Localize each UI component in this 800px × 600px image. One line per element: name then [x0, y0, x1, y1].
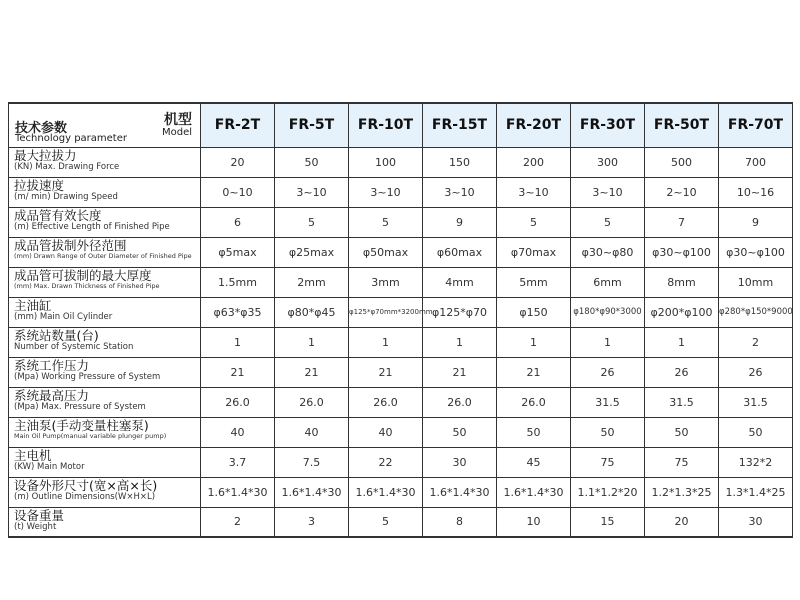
value-cell: 26.0 — [497, 387, 571, 417]
value-cell: φ70max — [497, 237, 571, 267]
model-header: FR-50T — [645, 103, 719, 147]
value-cell: 21 — [201, 357, 275, 387]
row-label-en: (m) Effective Length of Finished Pipe — [14, 222, 170, 233]
value-cell: 3~10 — [497, 177, 571, 207]
value-cell: 9 — [719, 207, 793, 237]
parameter-title: 技术参数 — [15, 121, 68, 136]
row-label-en: (KN) Max. Drawing Force — [14, 162, 120, 173]
row-label — [9, 267, 201, 297]
value-cell: 45 — [497, 447, 571, 477]
value-cell: 10 — [497, 507, 571, 537]
value-cell: 1.1*1.2*20 — [571, 477, 645, 507]
value-cell: φ30~φ100 — [719, 237, 793, 267]
table-row — [9, 237, 793, 267]
row-label-zh: 主电机 — [14, 447, 52, 463]
value-cell: 5mm — [497, 267, 571, 297]
row-label-en: (Mpa) Working Pressure of System — [14, 372, 161, 383]
value-cell: 132*2 — [719, 447, 793, 477]
value-cell: 3 — [275, 507, 349, 537]
value-cell: 500 — [645, 147, 719, 177]
model-header: FR-20T — [497, 103, 571, 147]
value-cell: 1 — [571, 327, 645, 357]
row-label-en: Main Oil Pump(manual variable plunger pump) — [14, 432, 167, 441]
value-cell: 1.6*1.4*30 — [275, 477, 349, 507]
value-cell: 30 — [719, 507, 793, 537]
row-label — [9, 507, 201, 537]
model-header: FR-10T — [349, 103, 423, 147]
value-cell: φ125*φ70 — [423, 297, 497, 327]
row-label-zh: 成品管有效长度 — [14, 207, 102, 223]
row-label — [9, 147, 201, 177]
value-cell: 1 — [423, 327, 497, 357]
row-label-en: (Mpa) Max. Pressure of System — [14, 402, 146, 413]
row-label-en: (mm) Main Oil Cylinder — [14, 312, 113, 323]
value-cell: 5 — [497, 207, 571, 237]
value-cell: 7 — [645, 207, 719, 237]
table-row — [9, 147, 793, 177]
value-cell: φ25max — [275, 237, 349, 267]
value-cell: 3~10 — [423, 177, 497, 207]
value-cell: 21 — [349, 357, 423, 387]
value-cell: 26.0 — [349, 387, 423, 417]
row-label — [9, 297, 201, 327]
value-cell: 0~10 — [201, 177, 275, 207]
value-cell: 31.5 — [571, 387, 645, 417]
value-cell: 2 — [719, 327, 793, 357]
value-cell: 50 — [423, 417, 497, 447]
value-cell: 26 — [645, 357, 719, 387]
value-cell: 6mm — [571, 267, 645, 297]
row-label-en: Number of Systemic Station — [14, 342, 134, 353]
model-header: FR-15T — [423, 103, 497, 147]
value-cell: 50 — [275, 147, 349, 177]
value-cell: 50 — [645, 417, 719, 447]
value-cell: 1.3*1.4*25 — [719, 477, 793, 507]
value-cell: φ80*φ45 — [275, 297, 349, 327]
value-cell: 700 — [719, 147, 793, 177]
row-label — [9, 177, 201, 207]
value-cell: φ60max — [423, 237, 497, 267]
value-cell: φ280*φ150*9000 — [719, 297, 793, 327]
value-cell: 1.6*1.4*30 — [423, 477, 497, 507]
value-cell: 4mm — [423, 267, 497, 297]
model-header: FR-2T — [201, 103, 275, 147]
value-cell: 21 — [423, 357, 497, 387]
value-cell: 1 — [645, 327, 719, 357]
row-label — [9, 207, 201, 237]
value-cell: 40 — [275, 417, 349, 447]
row-label — [9, 327, 201, 357]
value-cell: 1.6*1.4*30 — [497, 477, 571, 507]
value-cell: 6 — [201, 207, 275, 237]
row-label-en: (mm) Max. Drawn Thickness of Finished Pipe — [14, 282, 160, 291]
spec-table — [8, 102, 793, 538]
value-cell: 26 — [719, 357, 793, 387]
value-cell: 150 — [423, 147, 497, 177]
header-row — [9, 103, 793, 147]
value-cell: φ200*φ100 — [645, 297, 719, 327]
table-row — [9, 267, 793, 297]
row-label-en: (m/ min) Drawing Speed — [14, 192, 118, 203]
row-label-zh: 拉拔速度 — [14, 177, 65, 193]
row-label-zh: 成品管拔制外径范围 — [14, 237, 127, 253]
table-row — [9, 447, 793, 477]
row-label-en: (KW) Main Motor — [14, 462, 85, 473]
value-cell: 22 — [349, 447, 423, 477]
value-cell: 50 — [719, 417, 793, 447]
value-cell: 3~10 — [275, 177, 349, 207]
value-cell: 21 — [497, 357, 571, 387]
table-row — [9, 507, 793, 537]
table-row — [9, 357, 793, 387]
value-cell: 26.0 — [275, 387, 349, 417]
row-label-zh: 设备外形尺寸(宽×高×长) — [14, 477, 158, 493]
value-cell: 75 — [571, 447, 645, 477]
row-label-en: (m) Outline Dimensions(W×H×L) — [14, 492, 156, 503]
value-cell: 100 — [349, 147, 423, 177]
value-cell: 20 — [201, 147, 275, 177]
row-label-zh: 最大拉拔力 — [14, 147, 77, 163]
value-cell: 30 — [423, 447, 497, 477]
parameter-title-en: Technology parameter — [15, 133, 127, 144]
value-cell: 26.0 — [201, 387, 275, 417]
table-row — [9, 417, 793, 447]
value-cell: 75 — [645, 447, 719, 477]
value-cell: 5 — [275, 207, 349, 237]
value-cell: 200 — [497, 147, 571, 177]
row-label-zh: 系统站数量(台) — [14, 327, 99, 343]
row-label — [9, 357, 201, 387]
value-cell: 2~10 — [645, 177, 719, 207]
model-header: FR-30T — [571, 103, 645, 147]
model-header: FR-5T — [275, 103, 349, 147]
value-cell: 1.2*1.3*25 — [645, 477, 719, 507]
row-label-en: (t) Weight — [14, 522, 57, 533]
value-cell: 7.5 — [275, 447, 349, 477]
value-cell: 3~10 — [349, 177, 423, 207]
table-row — [9, 177, 793, 207]
value-cell: φ150 — [497, 297, 571, 327]
value-cell: φ63*φ35 — [201, 297, 275, 327]
row-label — [9, 447, 201, 477]
value-cell: 1.6*1.4*30 — [349, 477, 423, 507]
value-cell: 3~10 — [571, 177, 645, 207]
value-cell: 5 — [571, 207, 645, 237]
row-label-en: (mm) Drawn Range of Outer Diameter of Finished Pipe — [14, 252, 192, 261]
model-header: FR-70T — [719, 103, 793, 147]
row-label-zh: 成品管可拔制的最大厚度 — [14, 267, 152, 283]
value-cell: 8mm — [645, 267, 719, 297]
value-cell: φ30~φ100 — [645, 237, 719, 267]
value-cell: 50 — [497, 417, 571, 447]
value-cell: 26.0 — [423, 387, 497, 417]
table-row — [9, 327, 793, 357]
value-cell: 26 — [571, 357, 645, 387]
table-row — [9, 387, 793, 417]
value-cell: 15 — [571, 507, 645, 537]
value-cell: φ5max — [201, 237, 275, 267]
value-cell: 20 — [645, 507, 719, 537]
value-cell: 1 — [349, 327, 423, 357]
value-cell: φ30~φ80 — [571, 237, 645, 267]
value-cell: 9 — [423, 207, 497, 237]
value-cell: 1 — [497, 327, 571, 357]
row-label-zh: 主油泵(手动变量柱塞泵) — [14, 417, 149, 433]
row-label-zh: 主油缸 — [14, 297, 52, 313]
value-cell: 1 — [201, 327, 275, 357]
value-cell: 50 — [571, 417, 645, 447]
value-cell: 21 — [275, 357, 349, 387]
value-cell: 31.5 — [719, 387, 793, 417]
value-cell: 31.5 — [645, 387, 719, 417]
value-cell: 8 — [423, 507, 497, 537]
row-label — [9, 417, 201, 447]
value-cell: 5 — [349, 507, 423, 537]
table-row — [9, 477, 793, 507]
value-cell: 1.5mm — [201, 267, 275, 297]
row-label — [9, 477, 201, 507]
value-cell: 3.7 — [201, 447, 275, 477]
value-cell: φ180*φ90*3000 — [571, 297, 645, 327]
value-cell: 2mm — [275, 267, 349, 297]
value-cell: φ125*φ70mm*3200mm — [349, 297, 423, 327]
value-cell: 40 — [201, 417, 275, 447]
value-cell: 10~16 — [719, 177, 793, 207]
row-label — [9, 237, 201, 267]
table-row — [9, 207, 793, 237]
value-cell: 5 — [349, 207, 423, 237]
value-cell: 1.6*1.4*30 — [201, 477, 275, 507]
row-label — [9, 387, 201, 417]
header-corner-cell — [9, 103, 201, 147]
value-cell: 1 — [275, 327, 349, 357]
value-cell: φ50max — [349, 237, 423, 267]
value-cell: 2 — [201, 507, 275, 537]
value-cell: 40 — [349, 417, 423, 447]
value-cell: 3mm — [349, 267, 423, 297]
model-title: 机型 — [164, 112, 192, 128]
value-cell: 10mm — [719, 267, 793, 297]
row-label-zh: 设备重量 — [14, 507, 65, 523]
row-label-zh: 系统最高压力 — [14, 387, 90, 403]
model-title-en: Model — [161, 127, 192, 138]
row-label-zh: 系统工作压力 — [14, 357, 90, 373]
table-row — [9, 297, 793, 327]
value-cell: 300 — [571, 147, 645, 177]
